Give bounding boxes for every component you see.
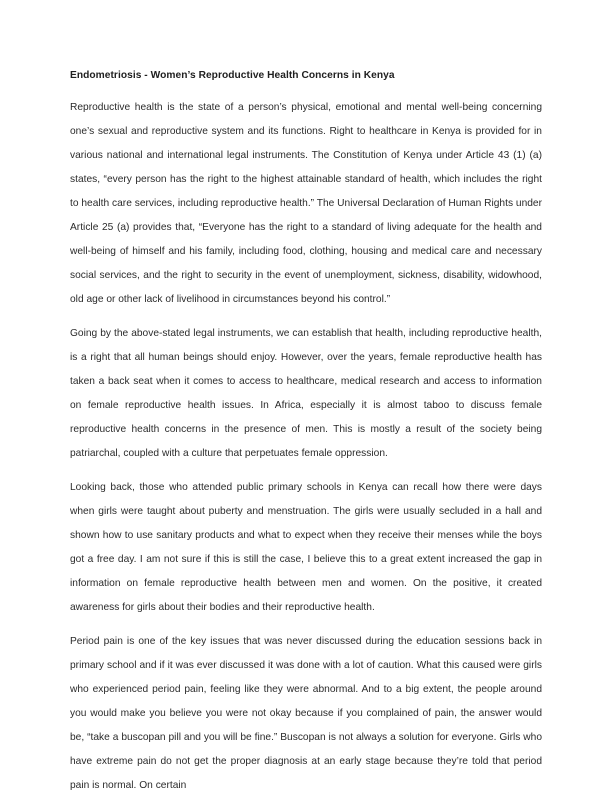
paragraph-3: Looking back, those who attended public primary schools in Kenya can recall how there were days when girls were taught about puberty and menstruation. The girls were usually secluded in a hall and shown how to use sanitary products and what to expect when they receive their menses while the boys got a free day. I am not sure if this is still the case, I believe this to a great extent increased the gap in information on female reproductive health between men and women. On the positive, it created awareness for girls about their bodies and their reproductive health. [70,482,542,613]
paragraph-2: Going by the above-stated legal instruments, we can establish that health, including reproductive health, is a right that all human beings should enjoy. However, over the years, female reproductive health has taken a back seat when it comes to access to healthcare, medical research and access to information on female reproductive health issues. In Africa, especially it is almost taboo to discuss female reproductive health concerns in the presence of men. This is mostly a result of the society being patriarchal, coupled with a culture that perpetuates female oppression. [70,328,542,459]
paragraph-1: Reproductive health is the state of a person’s physical, emotional and mental well-being concerning one’s sexual and reproductive system and its functions. Right to healthcare in Kenya is provided for in various national and international legal instruments. The Constitution of Kenya under Article 43 (1) (a) states, “every person has the right to the highest attainable standard of health, which includes the right to health care services, including reproductive health.” The Universal Declaration of Human Rights under Article 25 (a) provides that, “Everyone has the right to a standard of living adequate for the health and well-being of himself and his family, including food, clothing, housing and medical care and necessary social services, and the right to security in the event of unemployment, sickness, disability, widowhood, old age or other lack of livelihood in circumstances beyond his control.” [70,102,542,305]
page-title: Endometriosis - Women’s Reproductive Health Concerns in Kenya [70,70,395,81]
document-body [70,64,542,798]
paragraph-4: Period pain is one of the key issues that was never discussed during the education sessions back in primary school and if it was ever discussed it was done with a lot of caution. What this caused were girls who experienced period pain, feeling like they were abnormal. And to a big extent, the people around you would make you believe you were not okay because if you complained of pain, the answer would be, “take a buscopan pill and you will be fine.” Buscopan is not always a solution for everyone. Girls who have extreme pain do not get the proper diagnosis at an early stage because they’re told that period pain is normal. On certain [70,636,542,791]
